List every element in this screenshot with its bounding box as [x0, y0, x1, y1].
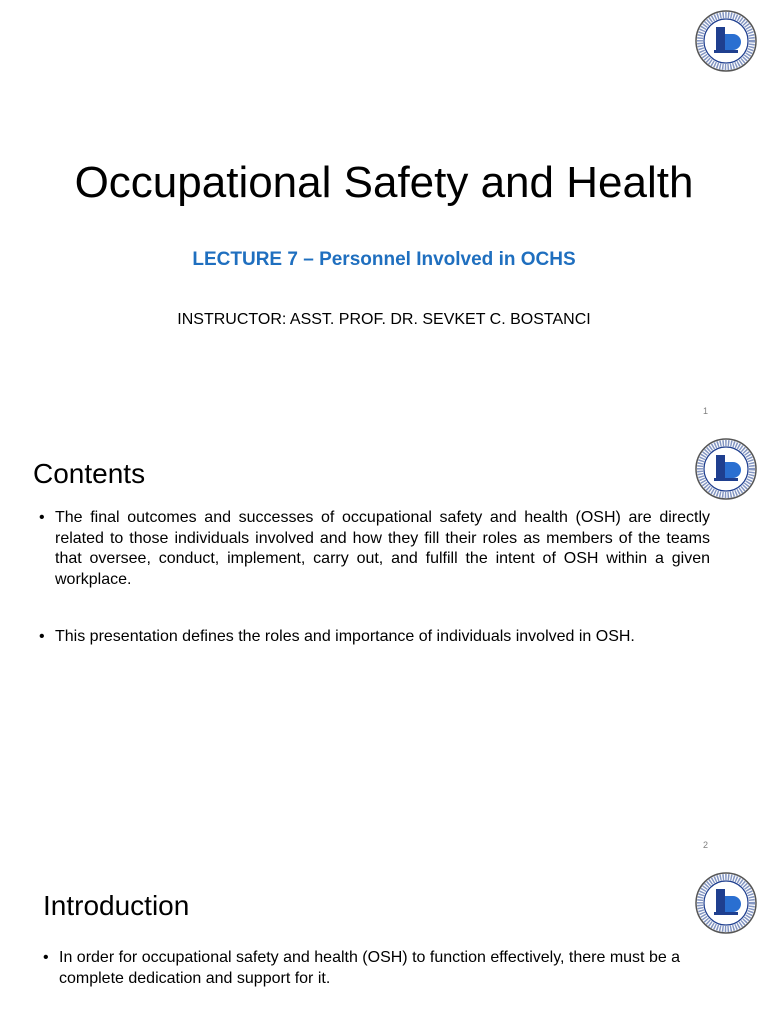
- list-item: • This presentation defines the roles and importance of individuals involved in OSH.: [39, 628, 635, 645]
- presentation-title: Occupational Safety and Health: [74, 158, 694, 207]
- instructor-line: INSTRUCTOR: ASST. PROF. DR. SEVKET C. BOSTANCI: [177, 311, 591, 328]
- introduction-bullet-list: [39, 948, 711, 989]
- lecture-subtitle: LECTURE 7 – Personnel Involved in OCHS: [192, 249, 576, 270]
- university-logo-icon: [695, 438, 757, 500]
- contents-heading: Contents: [33, 458, 146, 489]
- page-number: 1: [702, 406, 708, 416]
- list-item: • The final outcomes and successes of occupational safety and health (OSH) are directly related to those individuals involved and how they fill their roles as members of the teams that oversee, conduct, implement, carry out, and fulfill the intent of OSH within a given workplace.: [39, 509, 710, 588]
- university-logo-icon: [695, 10, 757, 72]
- contents-bullet-list: [35, 508, 710, 648]
- slide-2: [0, 432, 768, 862]
- introduction-heading: Introduction: [43, 890, 190, 921]
- list-item: • In order for occupational safety and health (OSH) to function effectively, there must be a complete dedication and support for it.: [43, 949, 681, 987]
- slide-3: [0, 864, 768, 1024]
- slide-1: [0, 0, 768, 430]
- page-number: 2: [702, 840, 708, 850]
- university-logo-icon: [695, 872, 757, 934]
